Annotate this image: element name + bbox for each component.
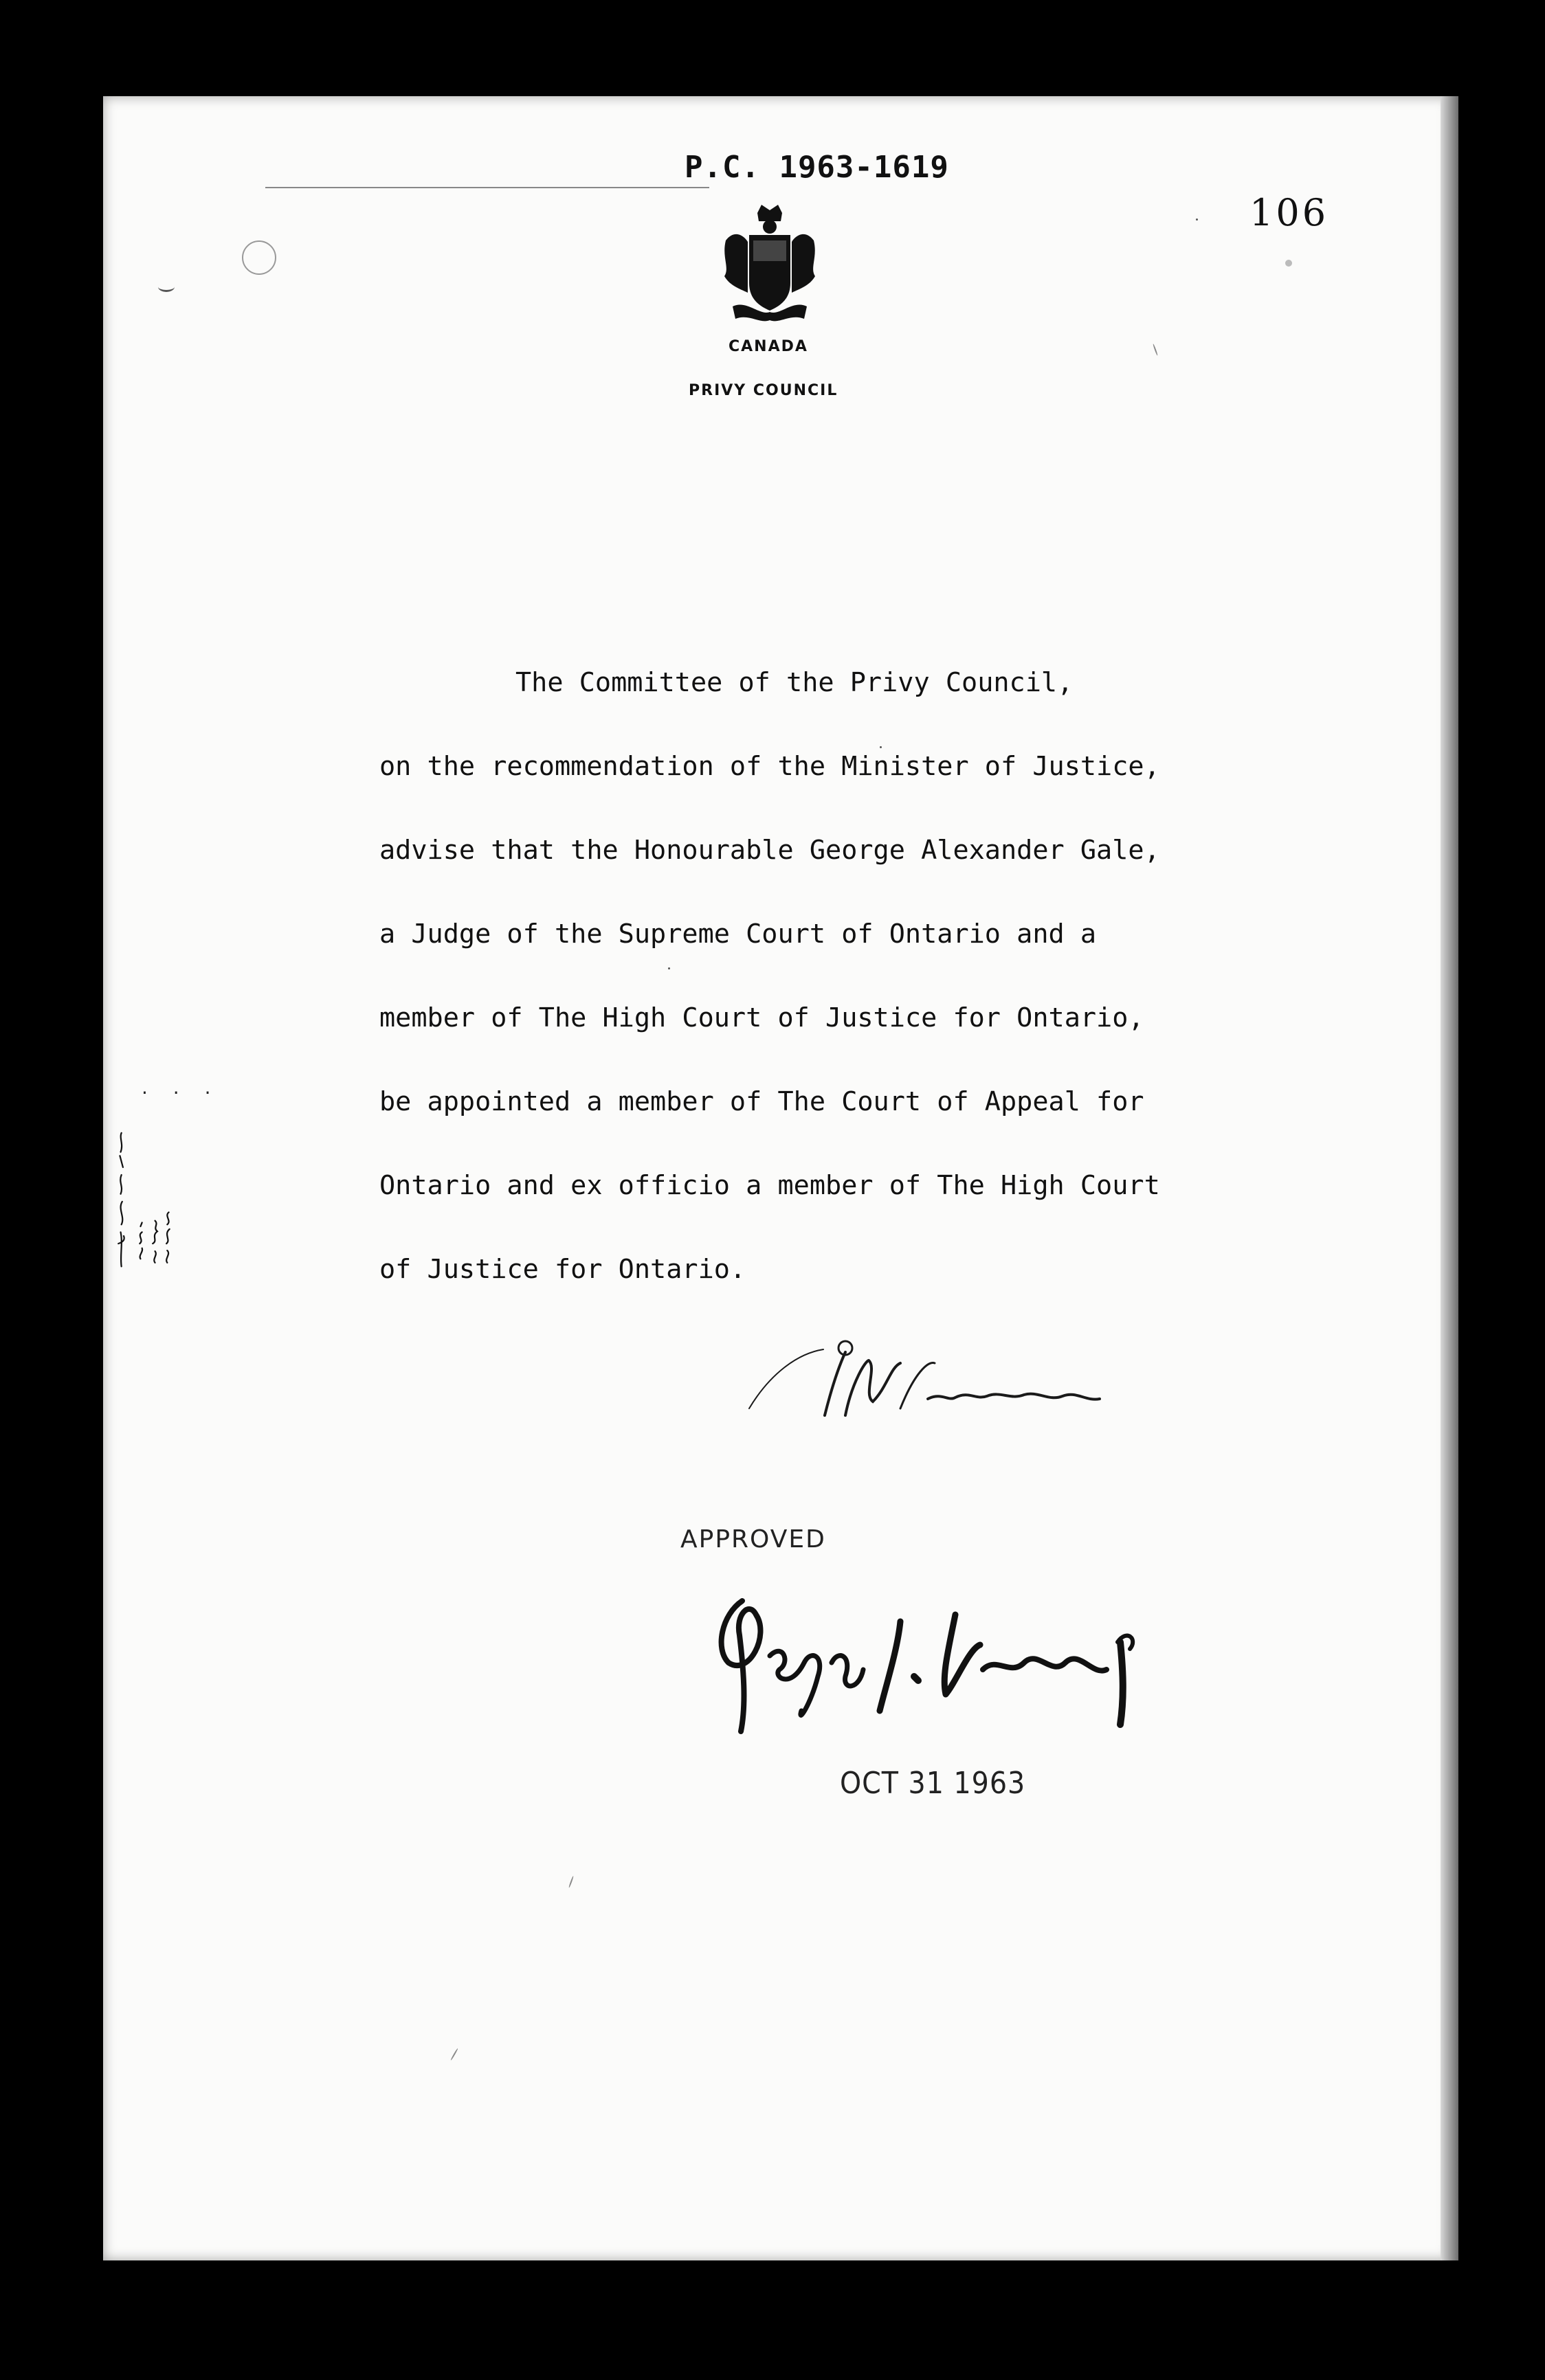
coat-of-arms-icon — [719, 203, 821, 324]
speck — [1285, 260, 1292, 267]
margin-dots: · · · — [142, 1081, 221, 1104]
header-rule — [265, 187, 709, 188]
body-line: be appointed a member of The Court of Appeal for — [379, 1086, 1144, 1117]
page-edge-shadow — [1441, 96, 1458, 2260]
body-line: Ontario and ex officio a member of The High Court — [379, 1170, 1160, 1201]
governor-general-signature — [708, 1573, 1148, 1745]
margin-note — [110, 1031, 213, 1285]
speck — [880, 746, 882, 748]
punch-hole — [242, 240, 276, 275]
stray-pen-mark — [158, 282, 175, 292]
prime-minister-signature — [742, 1333, 1127, 1436]
body-line: of Justice for Ontario. — [379, 1254, 746, 1285]
body-line: The Committee of the Privy Council, — [515, 667, 1074, 698]
speck — [1196, 218, 1198, 221]
page-number: 106 — [1249, 191, 1329, 234]
council-label: PRIVY COUNCIL — [689, 382, 838, 399]
speck — [668, 967, 670, 969]
body-line: advise that the Honourable George Alexander Gale, — [379, 835, 1160, 866]
approved-label: APPROVED — [680, 1525, 826, 1553]
country-label: CANADA — [729, 338, 808, 355]
approval-date-stamp: OCT 31 1963 — [840, 1766, 1026, 1801]
order-body — [379, 661, 1266, 1332]
body-line: on the recommendation of the Minister of Justice, — [379, 751, 1160, 782]
body-line: a Judge of the Supreme Court of Ontario and a — [379, 919, 1097, 950]
body-line: member of The High Court of Justice for Ontario, — [379, 1002, 1144, 1033]
order-number: P.C. 1963-1619 — [685, 150, 949, 185]
